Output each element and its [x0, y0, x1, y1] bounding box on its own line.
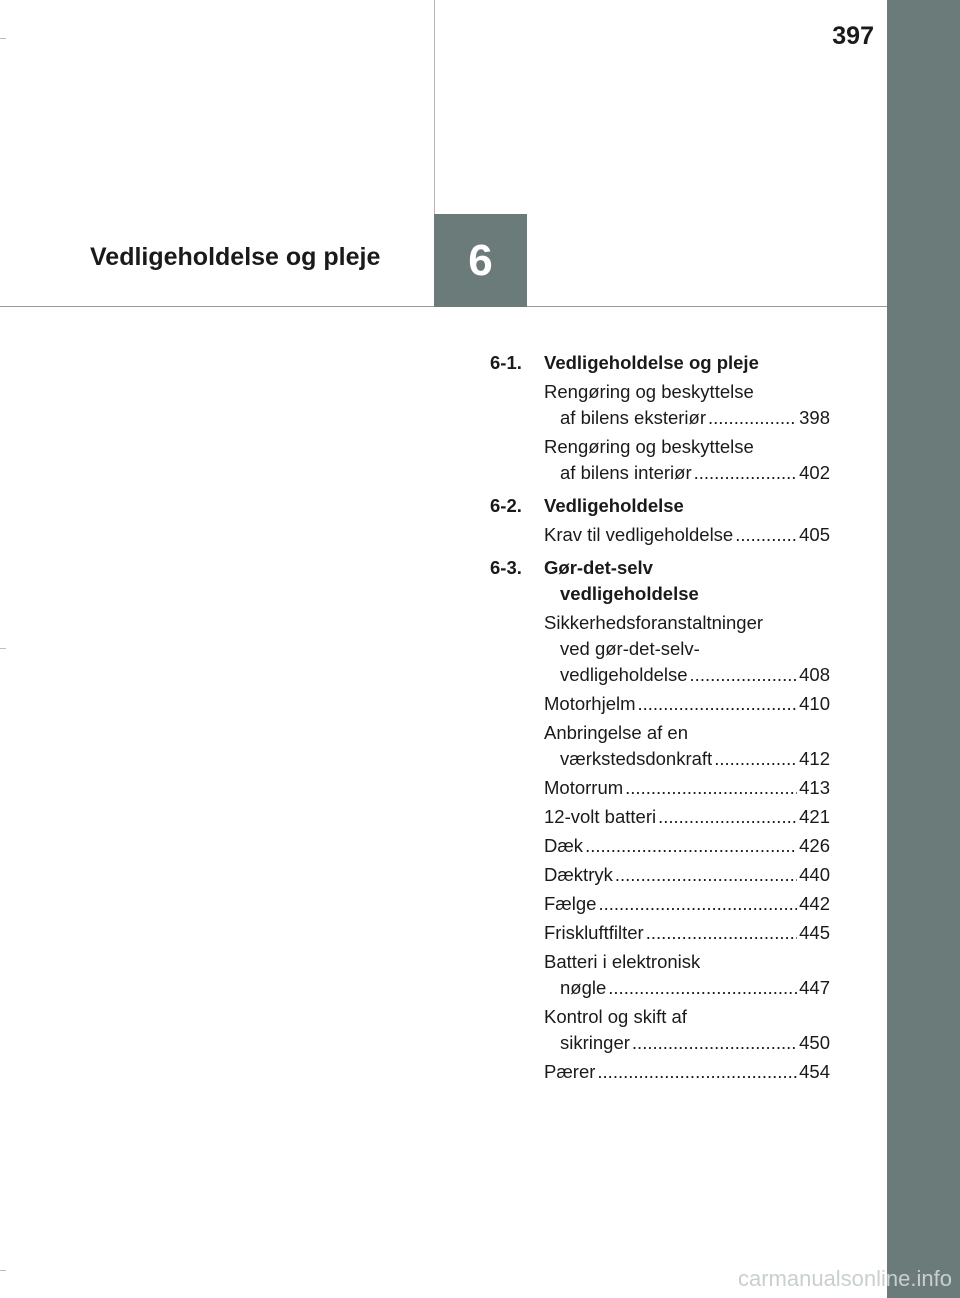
dot-leader [638, 691, 798, 717]
toc-section-heading [490, 350, 830, 376]
toc-section-title [544, 555, 830, 607]
toc-entry-text: Motorrum [544, 777, 624, 798]
toc-entry-text: Rengøring og beskyttelse [544, 381, 754, 402]
toc-section-title [544, 350, 830, 376]
toc-entry-page: 450 [799, 1032, 830, 1053]
toc-entry-text: Motorhjelm [544, 693, 636, 714]
crop-mark [0, 1270, 6, 1271]
toc-entry-text: Kontrol og skift af [544, 1006, 687, 1027]
toc-entry[interactable] [544, 610, 830, 688]
dot-leader [632, 1030, 797, 1056]
toc-entry-page: 445 [799, 922, 830, 943]
toc-section-title-line: Vedligeholdelse [544, 495, 684, 516]
toc-section-title-line: vedligeholdelse [560, 583, 699, 604]
toc-entry[interactable] [544, 949, 830, 1001]
toc-entry-text: Dæktryk [544, 864, 613, 885]
toc-section-heading [490, 555, 830, 607]
toc-entry[interactable] [544, 720, 830, 772]
dot-leader [690, 662, 798, 688]
toc-entry-text: vedligeholdelse [560, 664, 688, 685]
page-number: 397 [832, 22, 874, 50]
toc-entry-page: 454 [799, 1061, 830, 1082]
toc-entry-page: 421 [799, 806, 830, 827]
toc-section-title-line: Vedligeholdelse og pleje [544, 352, 759, 373]
toc-section [490, 493, 830, 548]
dot-leader [694, 460, 798, 486]
toc-entry-text: Krav til vedligeholdelse [544, 524, 734, 545]
table-of-contents [490, 350, 830, 1092]
toc-section-number: 6-3. [490, 557, 522, 578]
header-divider-vertical [434, 0, 435, 214]
dot-leader [714, 746, 797, 772]
dot-leader [625, 775, 797, 801]
toc-entry[interactable] [544, 522, 830, 548]
toc-entry-text: sikringer [560, 1032, 630, 1053]
chapter-side-tab [887, 0, 960, 1298]
dot-leader [585, 833, 797, 859]
dot-leader [615, 862, 797, 888]
toc-entry[interactable] [544, 434, 830, 486]
crop-mark [0, 38, 6, 39]
toc-entry-page: 405 [799, 524, 830, 545]
crop-mark [0, 648, 6, 649]
toc-entry-text: Dæk [544, 835, 584, 856]
toc-entry[interactable] [544, 862, 830, 888]
toc-entry[interactable] [544, 833, 830, 859]
toc-entry-text: Batteri i elektronisk [544, 951, 701, 972]
dot-leader [597, 1059, 797, 1085]
toc-entry-page: 410 [799, 693, 830, 714]
toc-entry-text: ved gør-det-selv- [560, 638, 700, 659]
toc-entry[interactable] [544, 804, 830, 830]
toc-entry-text: Sikkerhedsforanstaltninger [544, 612, 764, 633]
toc-entry[interactable] [544, 920, 830, 946]
toc-section-number: 6-1. [490, 352, 522, 373]
toc-entry[interactable] [544, 891, 830, 917]
toc-entry[interactable] [544, 1004, 830, 1056]
toc-entry-text: Pærer [544, 1061, 596, 1082]
toc-entry-page: 426 [799, 835, 830, 856]
toc-entry-text: Anbringelse af en [544, 722, 688, 743]
toc-entry-text: Fælge [544, 893, 597, 914]
toc-section-heading [490, 493, 830, 519]
toc-section-number: 6-2. [490, 495, 522, 516]
toc-entry-text: af bilens interiør [560, 462, 692, 483]
dot-leader [708, 405, 797, 431]
toc-entry-text: værkstedsdonkraft [560, 748, 713, 769]
toc-entry-text: Friskluftfilter [544, 922, 644, 943]
chapter-number-box: 6 [434, 214, 527, 307]
toc-section-title-line: Gør-det-selv [544, 557, 653, 578]
toc-entry-text: nøgle [560, 977, 607, 998]
toc-section [490, 350, 830, 486]
watermark: carmanualsonline.info [737, 1266, 952, 1291]
toc-entry-page: 442 [799, 893, 830, 914]
toc-entry-page: 398 [799, 407, 830, 428]
toc-section [490, 555, 830, 1085]
dot-leader [735, 522, 797, 548]
toc-entry-page: 413 [799, 777, 830, 798]
toc-entry[interactable] [544, 775, 830, 801]
toc-entry-page: 408 [799, 664, 830, 685]
toc-entry[interactable] [544, 379, 830, 431]
toc-entry-text: Rengøring og beskyttelse [544, 436, 754, 457]
toc-entry[interactable] [544, 691, 830, 717]
toc-entry-text: 12-volt batteri [544, 806, 657, 827]
dot-leader [598, 891, 797, 917]
toc-entry-page: 440 [799, 864, 830, 885]
toc-entry[interactable] [544, 1059, 830, 1085]
dot-leader [646, 920, 797, 946]
chapter-title: Vedligeholdelse og pleje [90, 243, 381, 271]
toc-entry-page: 402 [799, 462, 830, 483]
toc-entry-page: 447 [799, 977, 830, 998]
toc-entry-text: af bilens eksteriør [560, 407, 706, 428]
dot-leader [608, 975, 797, 1001]
toc-entry-page: 412 [799, 748, 830, 769]
toc-section-title [544, 493, 830, 519]
dot-leader [658, 804, 797, 830]
